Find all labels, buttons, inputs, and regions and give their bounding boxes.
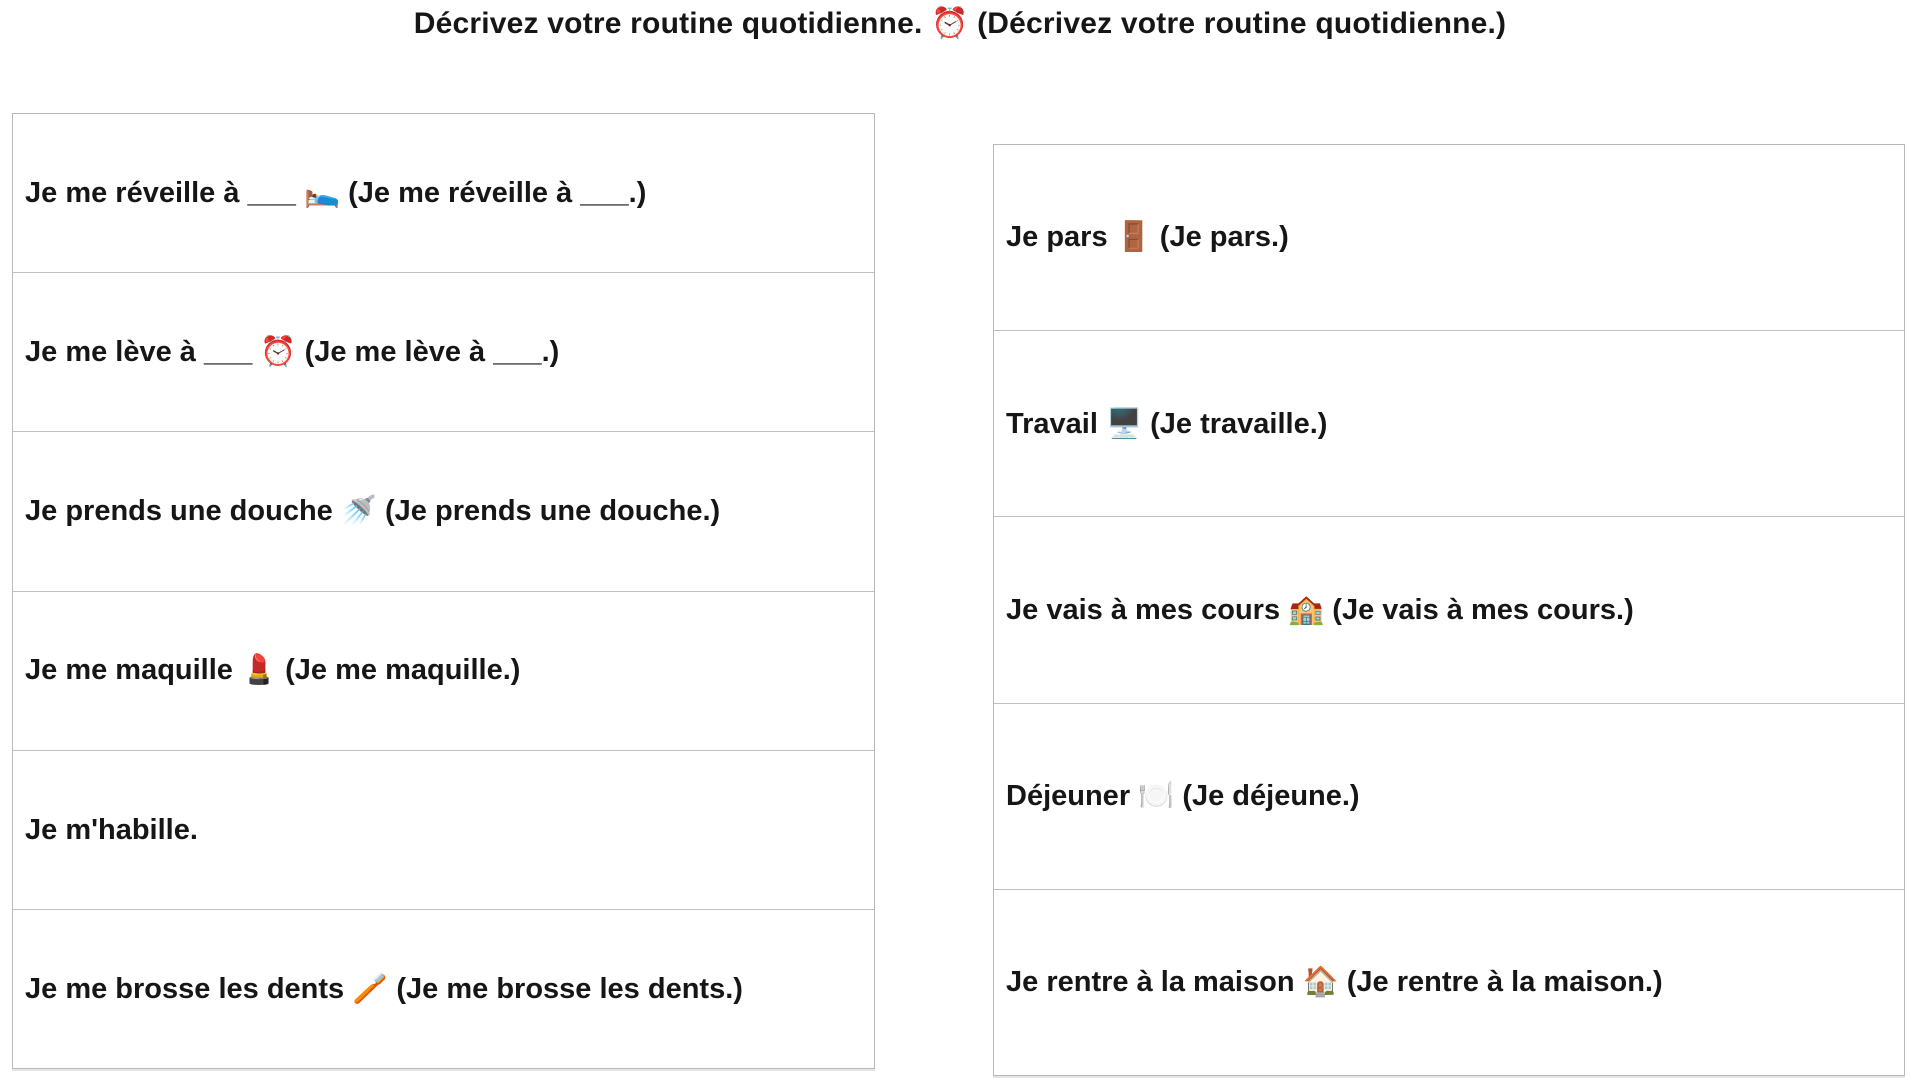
routine-table-left [12, 113, 875, 1069]
table-row [13, 750, 874, 909]
table-row [994, 145, 1904, 330]
table-row [13, 272, 874, 431]
table-row [994, 703, 1904, 889]
table-row [13, 909, 874, 1068]
table-row [13, 431, 874, 590]
phrase-text: Je pars 🚪 (Je pars.) [1006, 221, 1289, 254]
routine-table-right [993, 144, 1905, 1076]
phrase-text: Je me maquille 💄 (Je me maquille.) [25, 654, 521, 687]
phrase-text: Je me brosse les dents 🪥 (Je me brosse les dents.) [25, 972, 743, 1005]
phrase-text: Je prends une douche 🚿 (Je prends une douche.) [25, 495, 721, 528]
phrase-text: Déjeuner 🍽️ (Je déjeune.) [1006, 780, 1360, 813]
page-title: Décrivez votre routine quotidienne. ⏰ (Décrivez votre routine quotidienne.) [413, 7, 1507, 40]
table-row [13, 591, 874, 750]
phrase-text: Je me réveille à ___ 🛌 (Je me réveille à ___.) [25, 176, 647, 209]
table-row [994, 889, 1904, 1075]
phrase-text: Je me lève à ___ ⏰ (Je me lève à ___.) [25, 336, 560, 369]
phrase-text: Je m'habille. [25, 813, 198, 846]
phrase-text: Je rentre à la maison 🏠 (Je rentre à la maison.) [1006, 966, 1663, 999]
table-row [994, 516, 1904, 702]
phrase-text: Je vais à mes cours 🏫 (Je vais à mes cours.) [1006, 593, 1634, 626]
table-row [13, 114, 874, 272]
phrase-text: Travail 🖥️ (Je travaille.) [1006, 407, 1328, 440]
table-row [994, 330, 1904, 516]
